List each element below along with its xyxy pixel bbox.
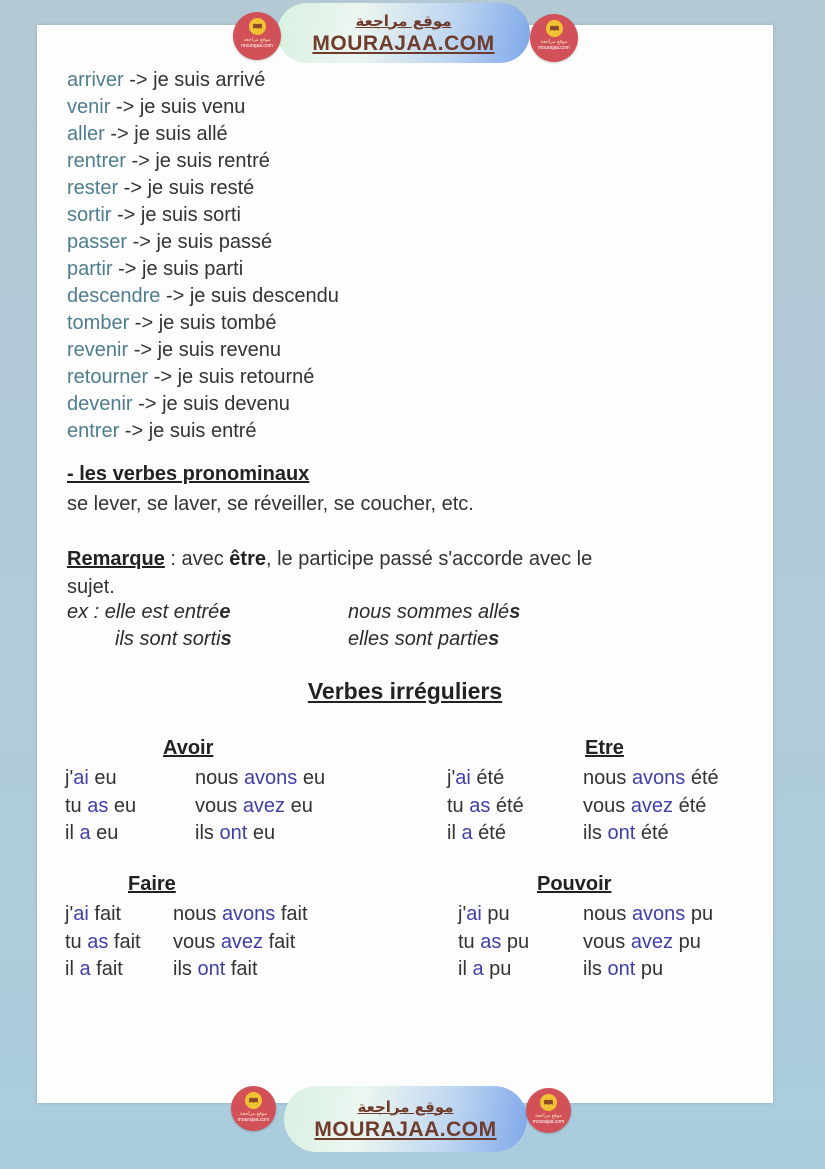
conjugation-cell (583, 765, 719, 793)
verb-passe-compose: -> je suis arrivé (123, 69, 266, 91)
auxiliary: ont (607, 822, 636, 844)
example-cell (67, 601, 348, 624)
conjugation-cell (583, 820, 669, 848)
verb-infinitive: aller (67, 123, 105, 145)
pronoun: j' (447, 767, 456, 789)
verb-line (67, 364, 339, 391)
pronoun: tu (458, 930, 481, 953)
conjugation-cell (65, 956, 173, 984)
auxiliary: a (79, 958, 91, 980)
banner-arabic-title: موقع مراجعة (355, 11, 452, 30)
pronoun: nous (583, 903, 632, 925)
verb-infinitive: entrer (67, 420, 120, 442)
banner-arabic-title: موقع مراجعة (357, 1097, 454, 1116)
participle: fait (90, 958, 123, 980)
participle: pu (685, 903, 714, 925)
conjugation-row (65, 793, 325, 821)
verb-passe-compose: -> je suis parti (112, 258, 244, 280)
footer-banner (284, 1086, 527, 1152)
participle: fait (108, 930, 141, 953)
conjugation-cell (458, 956, 583, 984)
conjugation-title: Avoir (163, 737, 214, 759)
participle: été (685, 767, 719, 789)
badge-site-text: mourajaa.com (237, 1117, 270, 1123)
conjugation-cell (583, 956, 663, 984)
participle: pu (501, 930, 530, 953)
site-logo-badge (233, 12, 281, 60)
pronoun: nous (583, 767, 632, 789)
auxiliary: ai (73, 903, 89, 925)
conjugation-cell (195, 765, 325, 793)
verb-passe-compose: -> je suis venu (110, 96, 246, 118)
participle: pu (483, 958, 512, 980)
conjugation-row (458, 901, 713, 929)
auxiliary: ai (73, 767, 89, 789)
participle: pu (635, 958, 664, 980)
verb-passe-compose: -> je suis devenu (132, 393, 290, 415)
site-logo-badge (526, 1088, 571, 1133)
pronoun: il (447, 822, 462, 844)
pronoun: ils (583, 958, 608, 980)
conjugation-title: Pouvoir (537, 873, 612, 895)
pronoun: il (65, 958, 80, 980)
conjugation-cell (195, 820, 275, 848)
conjugation-table-pouvoir (458, 873, 713, 984)
pronoun: ils (173, 958, 198, 980)
conjugation-cell (458, 901, 583, 929)
conjugation-row (458, 929, 713, 957)
example-text: elles sont partie (348, 628, 489, 650)
badge-arabic-text: موقع مراجعة (243, 37, 271, 43)
pronoun: il (65, 822, 80, 844)
conjugation-table-avoir (65, 737, 325, 848)
verb-infinitive: revenir (67, 339, 129, 361)
badge-arabic-text: موقع مراجعة (240, 1111, 267, 1117)
conjugation-cell (65, 765, 195, 793)
pronominal-examples: se lever, se laver, se réveiller, se coucher, etc. (67, 493, 474, 515)
conjugation-row (65, 901, 308, 929)
example-cell (348, 601, 520, 624)
auxiliary: ont (197, 958, 226, 980)
conjugation-cell (173, 929, 295, 957)
auxiliary: a (79, 822, 91, 844)
conjugation-table-faire (65, 873, 308, 984)
verb-passe-compose: -> je suis descendu (160, 285, 339, 307)
verb-passe-compose: -> je suis sorti (111, 204, 241, 226)
auxiliary: a (461, 822, 473, 844)
verb-line (67, 391, 339, 418)
auxiliary: avons (631, 767, 686, 789)
conjugation-cell (173, 956, 258, 984)
participle: été (673, 794, 707, 817)
pronoun: j' (458, 903, 467, 925)
participle: été (472, 822, 506, 844)
verb-passe-compose: -> je suis resté (118, 177, 255, 199)
pronominal-heading: - les verbes pronominaux (67, 463, 310, 485)
conjugation-cell (195, 793, 313, 821)
conjugation-cell (583, 929, 701, 957)
pronoun: j' (65, 767, 74, 789)
verb-line (67, 202, 339, 229)
example-agreement-letter: s (220, 628, 232, 650)
verb-infinitive: tomber (67, 312, 130, 334)
verb-infinitive: retourner (67, 366, 149, 388)
auxiliary: avez (242, 794, 286, 817)
verb-line (67, 310, 339, 337)
pronoun: j' (65, 903, 74, 925)
verb-infinitive: arriver (67, 69, 124, 91)
conjugation-row (65, 929, 308, 957)
verb-line (67, 256, 339, 283)
book-icon (540, 1094, 557, 1111)
pronoun: vous (195, 794, 243, 817)
conjugation-row (447, 765, 719, 793)
participle: eu (297, 767, 326, 789)
auxiliary: avez (220, 930, 264, 953)
auxiliary: as (87, 930, 109, 953)
conjugation-cell (65, 929, 173, 957)
badge-site-text: mourajaa.com (538, 45, 570, 51)
conjugation-cell (65, 901, 173, 929)
badge-site-text: mourajaa.com (532, 1119, 565, 1125)
auxiliary: as (480, 930, 502, 953)
auxiliary: avez (630, 930, 674, 953)
site-logo-badge (231, 1086, 276, 1131)
auxiliary: ont (607, 958, 636, 980)
conjugation-cell (447, 765, 583, 793)
participle: fait (88, 903, 122, 925)
verb-infinitive: venir (67, 96, 111, 118)
verb-infinitive: passer (67, 231, 128, 253)
banner-site-name: MOURAJAA.COM (314, 1117, 497, 1141)
example-text: ils sont sorti (115, 628, 221, 650)
auxiliary: avez (630, 794, 674, 817)
verb-passe-compose: -> je suis revenu (128, 339, 281, 361)
conjugation-cell (583, 793, 706, 821)
auxiliary: as (87, 794, 109, 817)
conjugation-row (65, 765, 325, 793)
verb-line (67, 67, 339, 94)
section-title-verbes-irreguliers (37, 678, 773, 705)
verb-line (67, 175, 339, 202)
conjugation-row (65, 820, 325, 848)
verb-line (67, 337, 339, 364)
conjugation-cell (65, 820, 195, 848)
pronoun: vous (173, 930, 221, 953)
document-page (37, 25, 773, 1103)
conjugation-cell (173, 901, 308, 929)
verb-infinitive: rentrer (67, 150, 126, 172)
pronoun: ils (583, 822, 608, 844)
badge-arabic-text: موقع مراجعة (540, 39, 568, 45)
conjugation-row (65, 956, 308, 984)
conjugation-cell (447, 793, 583, 821)
example-cell (348, 628, 499, 651)
verb-passe-compose: -> je suis allé (104, 123, 228, 145)
verb-line (67, 94, 339, 121)
remark-text: , le participe passé s'accorde avec le (266, 548, 593, 570)
book-icon (249, 18, 266, 35)
conjugation-table-etre (447, 737, 719, 848)
auxiliary: ai (455, 767, 471, 789)
verb-infinitive: devenir (67, 393, 133, 415)
auxiliary: ont (219, 822, 248, 844)
example-agreement-letter: s (488, 628, 500, 650)
verb-line (67, 148, 339, 175)
participle: fait (263, 930, 296, 953)
pronoun: il (458, 958, 473, 980)
verb-line (67, 121, 339, 148)
conjugation-cell (583, 901, 713, 929)
example-agreement-letter: s (509, 601, 521, 623)
participle: été (490, 794, 524, 817)
pronoun: tu (65, 794, 88, 817)
conjugation-cell (447, 820, 583, 848)
pronoun: tu (65, 930, 88, 953)
verb-line (67, 418, 339, 445)
pronoun: nous (173, 903, 222, 925)
conjugation-cell (65, 793, 195, 821)
remark-paragraph (67, 545, 592, 601)
banner-site-name: MOURAJAA.COM (312, 31, 495, 55)
pronoun: vous (583, 794, 631, 817)
example-text: elle est entré (104, 601, 220, 623)
participle: été (635, 822, 669, 844)
participle: fait (275, 903, 308, 925)
verb-infinitive: descendre (67, 285, 161, 307)
participle: eu (90, 822, 119, 844)
example-label: ex : (67, 601, 105, 623)
conjugation-cell (458, 929, 583, 957)
example-text: nous sommes allé (348, 601, 510, 623)
pronoun: ils (195, 822, 220, 844)
verb-passe-compose: -> je suis passé (127, 231, 273, 253)
participle: eu (88, 767, 117, 789)
auxiliary: avons (631, 903, 686, 925)
verb-infinitive: sortir (67, 204, 112, 226)
verb-infinitive: rester (67, 177, 119, 199)
pronoun: nous (195, 767, 244, 789)
site-logo-badge (530, 14, 578, 62)
verb-passe-compose: -> je suis entré (119, 420, 257, 442)
badge-arabic-text: موقع مراجعة (535, 1113, 562, 1119)
remark-text: : avec (164, 548, 230, 570)
book-icon (245, 1092, 262, 1109)
verb-infinitive: partir (67, 258, 113, 280)
auxiliary: avons (221, 903, 276, 925)
participle: fait (225, 958, 258, 980)
example-cell (67, 628, 348, 651)
remark-line2: sujet. (67, 576, 115, 598)
verb-line (67, 283, 339, 310)
example-row-1 (67, 601, 520, 624)
participle: pu (673, 930, 701, 953)
remark-label: Remarque (67, 548, 165, 570)
section-title-text: Verbes irréguliers (307, 678, 503, 704)
participle: eu (285, 794, 313, 817)
conjugation-row (447, 820, 719, 848)
verb-passe-compose: -> je suis retourné (148, 366, 315, 388)
pronoun: vous (583, 930, 631, 953)
verb-passe-compose: -> je suis rentré (125, 150, 270, 172)
conjugation-row (458, 956, 713, 984)
pronoun: tu (447, 794, 470, 817)
participle: eu (108, 794, 137, 817)
remark-line1 (67, 545, 592, 573)
remark-bold-etre: être (229, 548, 266, 570)
auxiliary: avons (243, 767, 298, 789)
book-icon (546, 20, 563, 37)
participle: été (470, 767, 505, 789)
participle: eu (247, 822, 276, 844)
header-banner (277, 3, 530, 63)
conjugation-row (447, 793, 719, 821)
conjugation-title: Etre (585, 737, 624, 759)
conjugation-title: Faire (128, 873, 176, 895)
verb-line (67, 229, 339, 256)
badge-site-text: mourajaa.com (241, 43, 273, 49)
auxiliary: a (472, 958, 484, 980)
example-row-2 (67, 628, 499, 651)
example-agreement-letter: e (219, 601, 231, 623)
auxiliary: as (469, 794, 491, 817)
verb-passe-compose: -> je suis tombé (129, 312, 277, 334)
etre-verbs-list (67, 67, 339, 445)
auxiliary: ai (466, 903, 482, 925)
participle: pu (481, 903, 510, 925)
